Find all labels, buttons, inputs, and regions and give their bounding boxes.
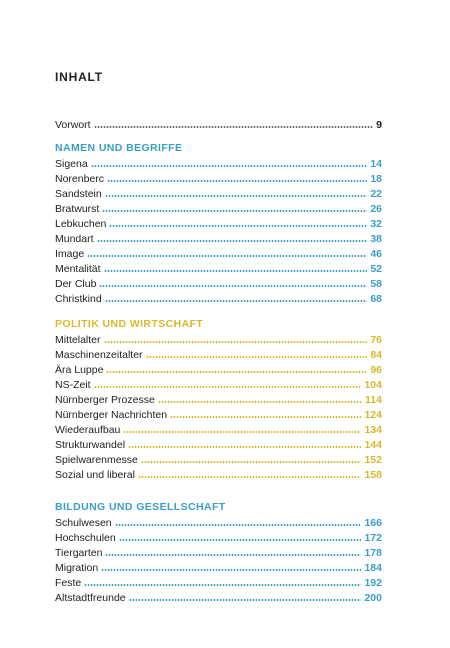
dot-leader xyxy=(107,180,367,182)
entry-page: 38 xyxy=(370,233,382,245)
dot-leader xyxy=(128,446,361,448)
dot-leader xyxy=(105,554,361,556)
dot-leader xyxy=(105,195,368,197)
toc-entry-vorwort[interactable] xyxy=(55,118,382,132)
entry-label: Nürnberger Nachrichten xyxy=(55,409,168,421)
section-heading-politik-und-wirtschaft: POLITIK UND WIRTSCHAFT xyxy=(55,318,204,330)
toc-entry[interactable] xyxy=(55,217,382,231)
toc-entry[interactable] xyxy=(55,262,382,276)
toc-entry[interactable] xyxy=(55,393,382,407)
entry-label: Maschinenzeitalter xyxy=(55,349,143,361)
entry-label: Nürnberger Prozesse xyxy=(55,394,155,406)
toc-entry[interactable] xyxy=(55,202,382,216)
entry-label: Spielwarenmesse xyxy=(55,454,138,466)
dot-leader xyxy=(101,569,361,571)
entry-page: 52 xyxy=(370,263,382,275)
dot-leader xyxy=(94,126,374,128)
entry-page: 14 xyxy=(370,158,382,170)
dot-leader xyxy=(91,165,368,167)
entry-label: Sigena xyxy=(55,158,88,170)
toc-entry[interactable] xyxy=(55,172,382,186)
toc-entry[interactable] xyxy=(55,561,382,575)
entry-page: 200 xyxy=(364,592,382,604)
entry-label: Sandstein xyxy=(55,188,102,200)
entry-label: Feste xyxy=(55,577,82,589)
dot-leader xyxy=(170,416,361,418)
toc-entry[interactable] xyxy=(55,348,382,362)
toc-entry[interactable] xyxy=(55,333,382,347)
entry-page: 166 xyxy=(364,517,382,529)
toc-entry[interactable] xyxy=(55,247,382,261)
entry-label: Der Club xyxy=(55,278,97,290)
toc-entry[interactable] xyxy=(55,468,382,482)
entry-page: 144 xyxy=(364,439,382,451)
dot-leader xyxy=(158,401,362,403)
toc-page xyxy=(55,0,382,648)
entry-page: 26 xyxy=(370,203,382,215)
entry-label: Vorwort xyxy=(55,119,91,131)
entry-page: 184 xyxy=(364,562,382,574)
toc-entry[interactable] xyxy=(55,453,382,467)
entry-page: 96 xyxy=(370,364,382,376)
dot-leader xyxy=(104,270,368,272)
entry-label: Ära Luppe xyxy=(55,364,104,376)
entry-page: 9 xyxy=(376,119,382,131)
toc-entry[interactable] xyxy=(55,531,382,545)
entry-label: Lebkuchen xyxy=(55,218,107,230)
toc-title: INHALT xyxy=(55,70,103,84)
dot-leader xyxy=(87,255,367,257)
toc-entry[interactable] xyxy=(55,591,382,605)
dot-leader xyxy=(146,356,368,358)
toc-entry[interactable] xyxy=(55,157,382,171)
toc-entry[interactable] xyxy=(55,546,382,560)
toc-entry[interactable] xyxy=(55,292,382,306)
toc-entry[interactable] xyxy=(55,187,382,201)
entry-label: Wiederaufbau xyxy=(55,424,121,436)
dot-leader xyxy=(104,341,368,343)
toc-entry[interactable] xyxy=(55,438,382,452)
entry-page: 84 xyxy=(370,349,382,361)
entry-page: 58 xyxy=(370,278,382,290)
entry-page: 22 xyxy=(370,188,382,200)
dot-leader xyxy=(99,285,367,287)
toc-entry[interactable] xyxy=(55,378,382,392)
entry-label: Migration xyxy=(55,562,99,574)
entry-page: 172 xyxy=(364,532,382,544)
dot-leader xyxy=(138,476,362,478)
dot-leader xyxy=(106,371,367,373)
section-heading-bildung-und-gesellschaft: BILDUNG UND GESELLSCHAFT xyxy=(55,501,226,513)
entry-page: 104 xyxy=(364,379,382,391)
entry-label: Mentalität xyxy=(55,263,101,275)
dot-leader xyxy=(97,240,368,242)
entry-label: Tiergarten xyxy=(55,547,103,559)
dot-leader xyxy=(84,584,361,586)
entry-page: 152 xyxy=(364,454,382,466)
entry-page: 32 xyxy=(370,218,382,230)
toc-entry[interactable] xyxy=(55,363,382,377)
entry-label: Altstadtfreunde xyxy=(55,592,126,604)
entry-page: 192 xyxy=(364,577,382,589)
entry-label: Norenberc xyxy=(55,173,105,185)
toc-entry[interactable] xyxy=(55,408,382,422)
entry-page: 68 xyxy=(370,293,382,305)
entry-label: Mundart xyxy=(55,233,94,245)
entry-label: Sozial und liberal xyxy=(55,469,135,481)
dot-leader xyxy=(105,300,368,302)
entry-label: Bratwurst xyxy=(55,203,100,215)
toc-entry[interactable] xyxy=(55,576,382,590)
entry-page: 178 xyxy=(364,547,382,559)
entry-label: NS-Zeit xyxy=(55,379,91,391)
entry-page: 134 xyxy=(364,424,382,436)
toc-entry[interactable] xyxy=(55,277,382,291)
dot-leader xyxy=(115,524,362,526)
dot-leader xyxy=(109,225,367,227)
entry-page: 158 xyxy=(364,469,382,481)
dot-leader xyxy=(119,539,362,541)
entry-label: Schulwesen xyxy=(55,517,112,529)
toc-entry[interactable] xyxy=(55,232,382,246)
dot-leader xyxy=(141,461,362,463)
entry-page: 18 xyxy=(370,173,382,185)
entry-page: 124 xyxy=(364,409,382,421)
toc-entry[interactable] xyxy=(55,516,382,530)
section-heading-namen-und-begriffe: NAMEN UND BEGRIFFE xyxy=(55,142,183,154)
entry-page: 46 xyxy=(370,248,382,260)
dot-leader xyxy=(94,386,362,388)
entry-label: Hochschulen xyxy=(55,532,116,544)
entry-label: Strukturwandel xyxy=(55,439,126,451)
dot-leader xyxy=(102,210,367,212)
entry-label: Image xyxy=(55,248,85,260)
entry-label: Christkind xyxy=(55,293,102,305)
toc-entry[interactable] xyxy=(55,423,382,437)
entry-page: 114 xyxy=(365,394,382,406)
dot-leader xyxy=(123,431,361,433)
entry-label: Mittelalter xyxy=(55,334,101,346)
dot-leader xyxy=(129,599,362,601)
entry-page: 76 xyxy=(370,334,382,346)
